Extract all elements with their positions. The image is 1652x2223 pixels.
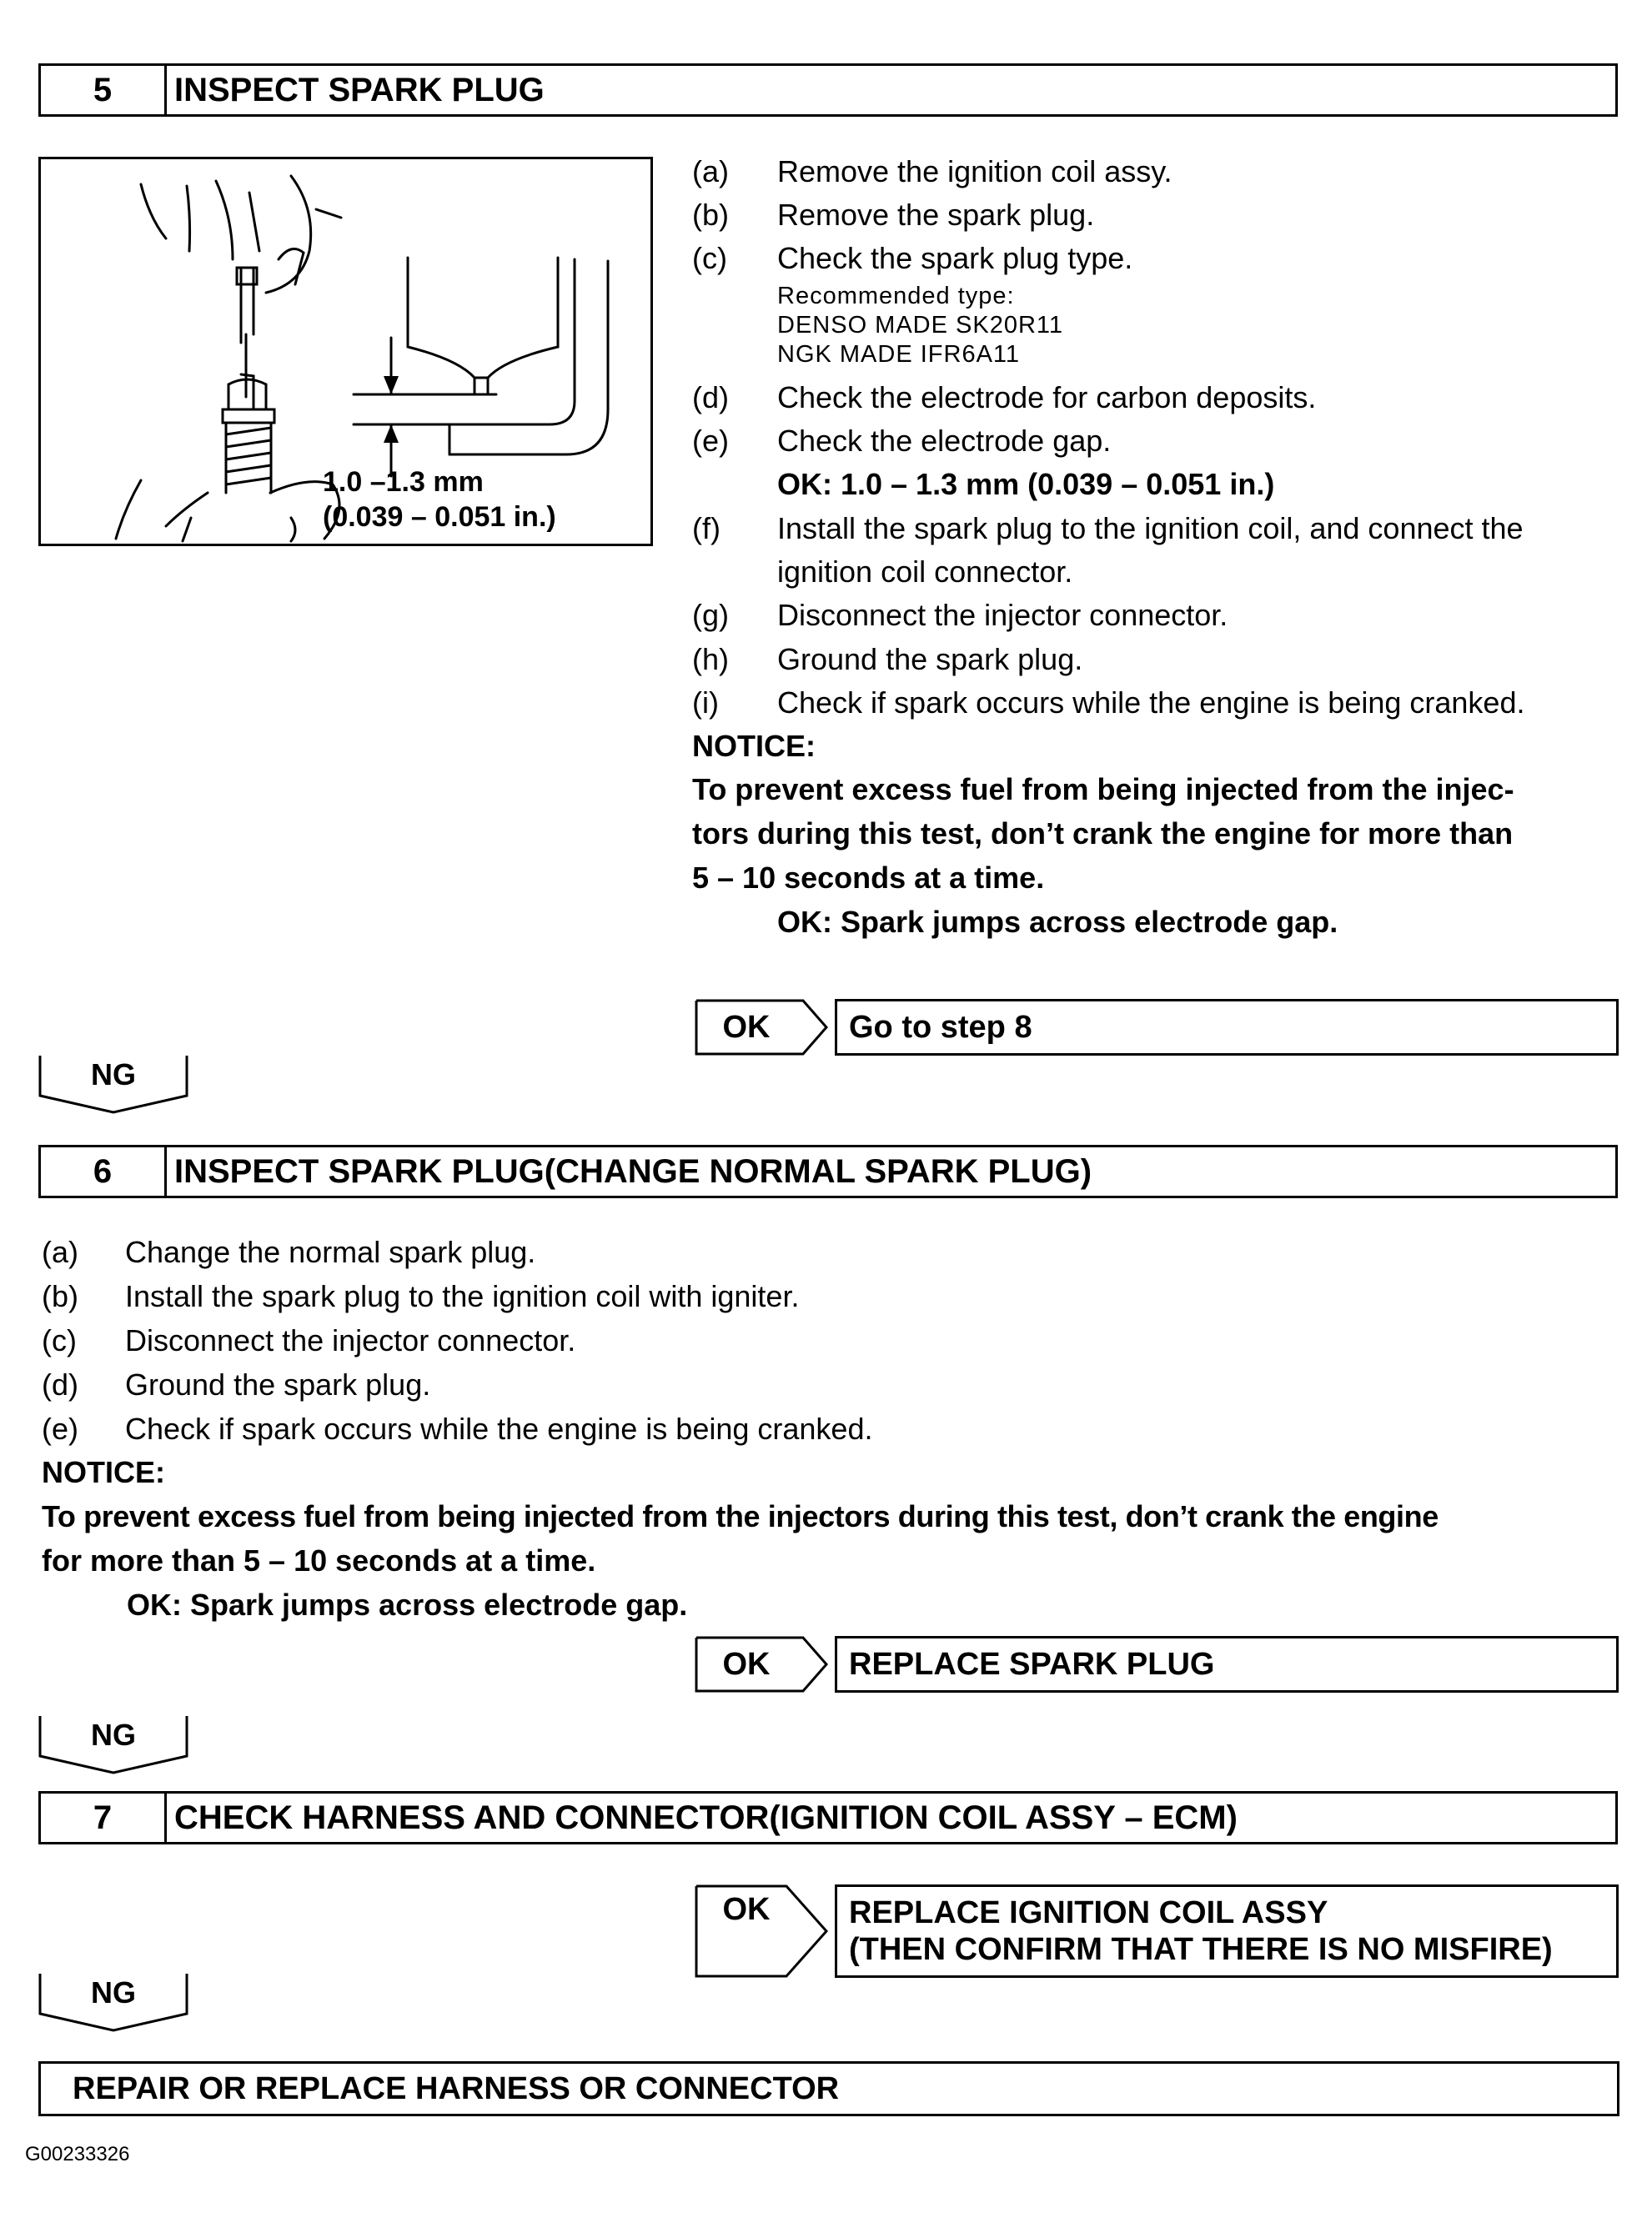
ok-spark-criterion: OK: Spark jumps across electrode gap. bbox=[777, 905, 1338, 939]
step-number: 5 bbox=[41, 66, 167, 114]
ok-spark-criterion: OK: Spark jumps across electrode gap. bbox=[127, 1588, 688, 1622]
recommended-ngk: NGK MADE IFR6A11 bbox=[777, 341, 1021, 368]
notice-line: tors during this test, don’t crank the engine for more than bbox=[692, 816, 1514, 851]
step-title: INSPECT SPARK PLUG bbox=[174, 71, 545, 108]
step-title: CHECK HARNESS AND CONNECTOR(IGNITION COIL ASSY – ECM) bbox=[174, 1799, 1238, 1836]
recommended-denso: DENSO MADE SK20R11 bbox=[777, 312, 1064, 339]
notice-line: for more than 5 – 10 seconds at a time. bbox=[42, 1543, 596, 1578]
step-7-header bbox=[38, 1791, 1618, 1844]
final-action-box: REPAIR OR REPLACE HARNESS OR CONNECTOR bbox=[38, 2061, 1619, 2116]
step7-ok-result bbox=[695, 1884, 1619, 1978]
recommended-type-label: Recommended type: bbox=[777, 283, 1015, 309]
gap-mm-label: 1.0 –1.3 mm bbox=[323, 466, 484, 498]
step-6-header bbox=[38, 1145, 1618, 1198]
step5-ng-tag bbox=[38, 1054, 188, 1114]
ok-label: OK bbox=[722, 1646, 771, 1682]
ng-label: NG bbox=[91, 1718, 136, 1752]
ok-gap-spec: OK: 1.0 – 1.3 mm (0.039 – 0.051 in.) bbox=[777, 467, 1275, 501]
step5-ok-result bbox=[695, 999, 1619, 1056]
ok-result-text: Go to step 8 bbox=[835, 999, 1619, 1056]
step6-ng-tag bbox=[38, 1714, 188, 1774]
ok-result-line: (THEN CONFIRM THAT THERE IS NO MISFIRE) bbox=[849, 1932, 1553, 1967]
gap-inch-label: (0.039 – 0.051 in.) bbox=[323, 501, 556, 533]
step-number: 6 bbox=[41, 1147, 167, 1196]
ng-label: NG bbox=[91, 1057, 136, 1091]
notice-line: To prevent excess fuel from being injected from the injec- bbox=[692, 772, 1514, 806]
step5-item-f-cont: ignition coil connector. bbox=[777, 554, 1073, 589]
notice-line: To prevent excess fuel from being injected from the injectors during this test, don’t crank the engine bbox=[42, 1499, 1439, 1533]
figure-id: G00233326 bbox=[25, 2143, 130, 2165]
step-number: 7 bbox=[41, 1794, 167, 1842]
spark-plug-gap-illustration bbox=[38, 157, 653, 546]
ok-result-line: REPLACE IGNITION COIL ASSY bbox=[849, 1895, 1328, 1930]
ng-label: NG bbox=[91, 1975, 136, 2010]
ok-result-text: REPLACE SPARK PLUG bbox=[835, 1636, 1619, 1693]
step7-ng-tag bbox=[38, 1972, 188, 2032]
notice-line: 5 – 10 seconds at a time. bbox=[692, 861, 1045, 895]
step6-ok-result bbox=[695, 1636, 1619, 1693]
step-5-header bbox=[38, 63, 1618, 117]
notice-label: NOTICE: bbox=[692, 729, 816, 763]
ok-result-box bbox=[835, 1884, 1619, 1978]
step-title: INSPECT SPARK PLUG(CHANGE NORMAL SPARK PLUG) bbox=[174, 1152, 1092, 1190]
ok-label: OK bbox=[722, 1009, 771, 1045]
ok-label: OK bbox=[722, 1891, 771, 1927]
notice-label: NOTICE: bbox=[42, 1455, 165, 1489]
